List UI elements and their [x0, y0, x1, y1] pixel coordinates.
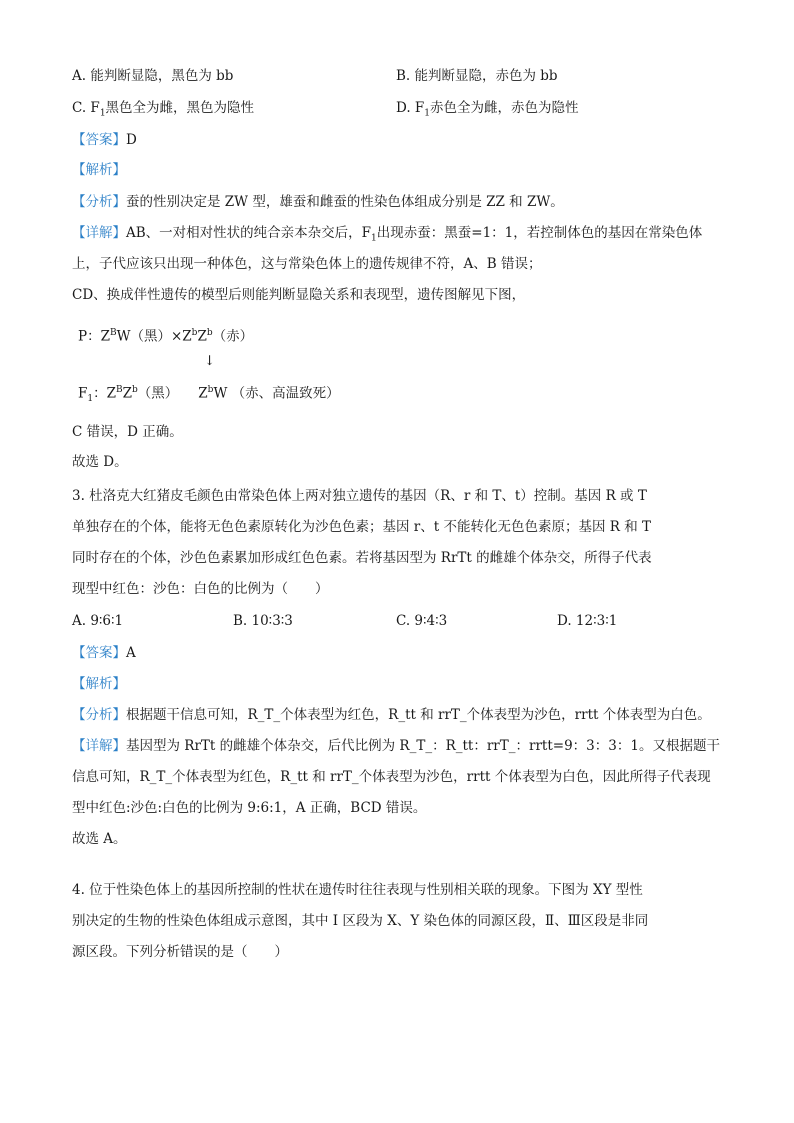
- q2-fenxi: 【分析】蚕的性别决定是 ZW 型，雄蚕和雌蚕的性染色体组成分别是 ZZ 和 ZW。: [72, 194, 564, 210]
- q3-stem-line3: 同时存在的个体，沙色色素累加形成红色色素。若将基因型为 RrTt 的雌雄个体杂交，所得子代表: [72, 550, 652, 566]
- q3-xiangjie-line1: 【详解】基因型为 RrTt 的雌雄个体杂交，后代比例为 R_T_：R_tt：rrT_：rrtt=9：3：3：1。又根据题干: [72, 738, 720, 754]
- cross-diagram-parents: P：$Z^BW$（黑）$\times Z^bZ^b$（赤）: [78, 328, 254, 345]
- q2-option-b: B. 能判断显隐，赤色为 bb: [396, 68, 558, 84]
- q2-xiangjie-line2: 上，子代应该只出现一种体色，这与常染色体上的遗传规律不符，A、B 错误；: [72, 256, 542, 272]
- q3-xiangjie-line3: 型中红色:沙色:白色的比例为 9:6:1，A 正确，BCD 错误。: [72, 800, 427, 816]
- q2-answer: 【答案】D: [72, 132, 137, 148]
- q3-option-d: D. 12∶3∶1: [557, 613, 618, 629]
- q3-xiangjie-line2: 信息可知，R_T_个体表型为红色，R_tt 和 rrT_个体表型为沙色，rrtt 个体表型为白色，因此所得子代表现: [72, 769, 711, 785]
- q4-stem-line2: 别决定的生物的性染色体组成示意图，其中 I 区段为 X、Y 染色体的同源区段，Ⅱ、Ⅲ区段是非同: [72, 913, 649, 929]
- q3-stem-line2: 单独存在的个体，能将无色色素原转化为沙色色素；基因 r、t 不能转化无色色素原；基因 R 和 T: [72, 519, 652, 535]
- q2-option-d: D. $F_1$赤色全为雌，赤色为隐性: [396, 100, 579, 119]
- q3-answer: 【答案】A: [72, 645, 136, 661]
- answer-tag: 【答案】: [72, 132, 126, 148]
- cross-diagram-arrow: ↓: [204, 353, 216, 369]
- q2-option-a: A. 能判断显隐，黑色为 bb: [72, 68, 234, 84]
- q3-option-a: A. 9∶6∶1: [72, 613, 124, 629]
- q4-stem-line1: 4. 位于性染色体上的基因所控制的性状在遗传时往往表现与性别相关联的现象。下图为 XY 型性: [72, 882, 643, 898]
- q2-xiangjie-line1: 【详解】AB、一对相对性状的纯合亲本杂交后，$F_1$出现赤蚕：黑蚕=1：1，若控制体色的基因在常染色体: [72, 225, 703, 244]
- cross-diagram-f1: $F_1$：$Z^BZ^b$（黑） $Z^bW$ （赤、高温致死）: [78, 385, 340, 405]
- q2-conclusion: C 错误，D 正确。: [72, 424, 183, 440]
- q2-analysis-tag: 【解析】: [72, 162, 126, 178]
- q3-analysis-tag: 【解析】: [72, 676, 126, 692]
- q3-option-b: B. 10∶3∶3: [233, 613, 293, 629]
- q2-choose: 故选 D。: [72, 454, 128, 470]
- q4-stem-line3: 源区段。下列分析错误的是（ ）: [72, 944, 288, 960]
- q3-choose: 故选 A。: [72, 831, 127, 847]
- q2-xiangjie-line3: CD、换成伴性遗传的模型后则能判断显隐关系和表现型，遗传图解见下图，: [72, 287, 526, 303]
- q3-option-c: C. 9∶4∶3: [396, 613, 448, 629]
- q3-stem-line1: 3. 杜洛克大红猪皮毛颜色由常染色体上两对独立遗传的基因（R、r 和 T、t）控制。基因 R 或 T: [72, 488, 647, 504]
- q3-fenxi: 【分析】根据题干信息可知，R_T_个体表型为红色，R_tt 和 rrT_个体表型为沙色，rrtt 个体表型为白色。: [72, 707, 711, 723]
- q3-stem-line4: 现型中红色：沙色：白色的比例为（ ）: [72, 581, 329, 597]
- q2-option-c: C. $F_1$黑色全为雌，黑色为隐性: [72, 100, 255, 119]
